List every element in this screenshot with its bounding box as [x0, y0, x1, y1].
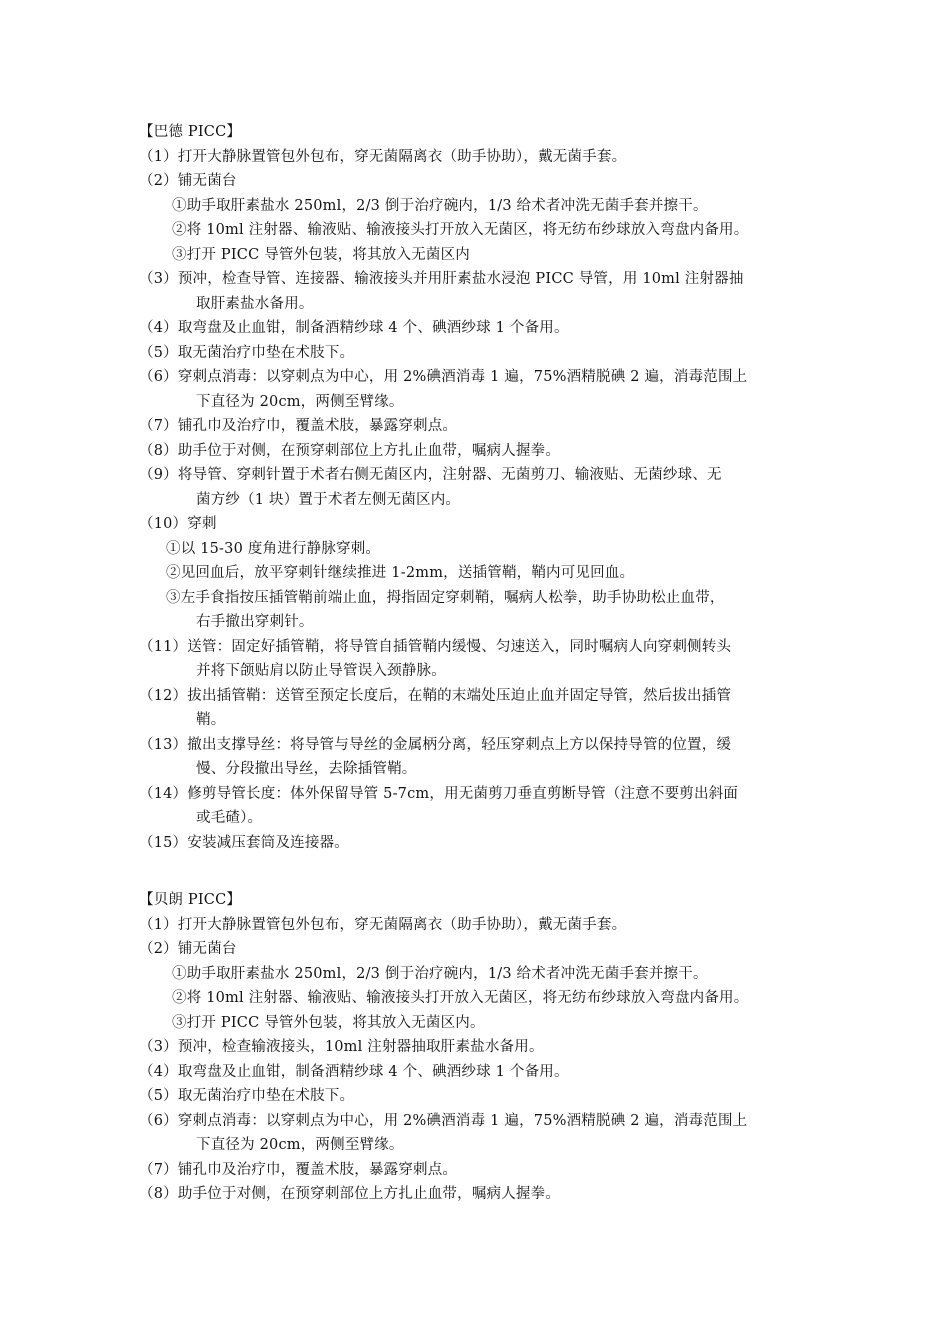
- list-item: （9）将导管、穿刺针置于术者右侧无菌区内，注射器、无菌剪刀、输液贴、无菌纱球、无: [139, 467, 722, 483]
- list-item: （7）铺孔巾及治疗巾，覆盖术肢，暴露穿刺点。: [139, 1161, 458, 1178]
- section-bard-picc: [0, 120, 950, 855]
- list-item: （4）取弯盘及止血钳，制备酒精纱球 4 个、碘酒纱球 1 个备用。: [139, 1063, 569, 1080]
- sub-list-item: ②将 10ml 注射器、输液贴、输液接头打开放入无菌区，将无纺布纱球放入弯盘内备用。: [172, 990, 749, 1006]
- sub-list-item: ①助手取肝素盐水 250ml，2/3 倒于治疗碗内，1/3 给术者冲洗无菌手套并擦干。: [172, 197, 708, 214]
- list-item: （1）打开大静脉置管包外包布，穿无菌隔离衣（助手协助），戴无菌手套。: [139, 916, 627, 933]
- list-item: （1）打开大静脉置管包外包布，穿无菌隔离衣（助手协助），戴无菌手套。: [139, 148, 627, 165]
- list-item: （11）送管：固定好插管鞘，将导管自插管鞘内缓慢、匀速送入，同时嘱病人向穿刺侧转头: [139, 638, 732, 655]
- paragraph-continuation: 下直径为 20cm，两侧至臂缘。: [196, 1137, 404, 1153]
- paragraph-continuation: 菌方纱（1 块）置于术者左侧无菌区内。: [196, 491, 461, 508]
- list-item: （3）预冲，检查输液接头，10ml 注射器抽取肝素盐水备用。: [139, 1039, 544, 1055]
- paragraph-continuation: 鞘。: [196, 712, 226, 728]
- paragraph-continuation: 取肝素盐水备用。: [196, 295, 314, 312]
- paragraph-continuation: 下直径为 20cm，两侧至臂缘。: [196, 393, 404, 410]
- list-item: （13）撤出支撑导丝：将导管与导丝的金属柄分离，轻压穿刺点上方以保持导管的位置，缓: [139, 736, 732, 753]
- sub-list-item: ②见回血后，放平穿刺针继续推进 1-2mm，送插管鞘，鞘内可见回血。: [166, 565, 635, 581]
- sub-list-item: ②将 10ml 注射器、输液贴、输液接头打开放入无菌区，将无纺布纱球放入弯盘内备用。: [172, 222, 749, 238]
- list-item: （8）助手位于对侧，在预穿刺部位上方扎止血带，嘱病人握拳。: [139, 1186, 561, 1202]
- list-item: （3）预冲，检查导管、连接器、输液接头并用肝素盐水浸泡 PICC 导管，用 10ml 注射器抽: [139, 271, 744, 287]
- section-braun-picc: [0, 888, 950, 1207]
- list-item: （2）铺无菌台: [139, 941, 237, 957]
- sub-list-item: ①以 15-30 度角进行静脉穿刺。: [166, 540, 381, 557]
- list-item: （6）穿刺点消毒：以穿刺点为中心，用 2%碘酒消毒 1 遍，75%酒精脱碘 2 遍，消毒范围上: [139, 1112, 748, 1129]
- list-item: （6）穿刺点消毒：以穿刺点为中心，用 2%碘酒消毒 1 遍，75%酒精脱碘 2 遍，消毒范围上: [139, 369, 748, 385]
- list-item: （15）安装减压套筒及连接器。: [139, 834, 349, 851]
- list-item: （5）取无菌治疗巾垫在术肢下。: [139, 344, 355, 361]
- sub-list-item: ③左手食指按压插管鞘前端止血，拇指固定穿刺鞘，嘱病人松拳，助手协助松止血带，: [166, 589, 725, 606]
- section-heading: 【贝朗 PICC】: [139, 892, 242, 908]
- sub-list-item: ③打开 PICC 导管外包装，将其放入无菌区内。: [172, 1014, 485, 1031]
- list-item: （10）穿刺: [139, 516, 217, 532]
- sub-list-item: ③打开 PICC 导管外包装，将其放入无菌区内: [172, 246, 470, 263]
- list-item: （8）助手位于对侧，在预穿刺部位上方扎止血带，嘱病人握拳。: [139, 442, 561, 459]
- list-item: （12）拔出插管鞘：送管至预定长度后，在鞘的末端处压迫止血并固定导管，然后拔出插管: [139, 687, 732, 704]
- paragraph-continuation: 慢、分段撤出导丝，去除插管鞘。: [196, 761, 417, 777]
- list-item: （5）取无菌治疗巾垫在术肢下。: [139, 1088, 355, 1104]
- paragraph-continuation: 并将下颌贴肩以防止导管误入颈静脉。: [196, 663, 446, 679]
- paragraph-continuation: 右手撤出穿刺针。: [196, 614, 314, 630]
- list-item: （2）铺无菌台: [139, 173, 237, 189]
- sub-list-item: ①助手取肝素盐水 250ml，2/3 倒于治疗碗内，1/3 给术者冲洗无菌手套并擦干。: [172, 965, 708, 982]
- list-item: （7）铺孔巾及治疗巾，覆盖术肢，暴露穿刺点。: [139, 418, 458, 434]
- paragraph-continuation: 或毛碴）。: [196, 810, 263, 826]
- section-heading: 【巴德 PICC】: [139, 124, 242, 140]
- list-item: （14）修剪导管长度：体外保留导管 5-7cm，用无菌剪刀垂直剪断导管（注意不要剪出斜面: [139, 785, 739, 802]
- list-item: （4）取弯盘及止血钳，制备酒精纱球 4 个、碘酒纱球 1 个备用。: [139, 320, 569, 336]
